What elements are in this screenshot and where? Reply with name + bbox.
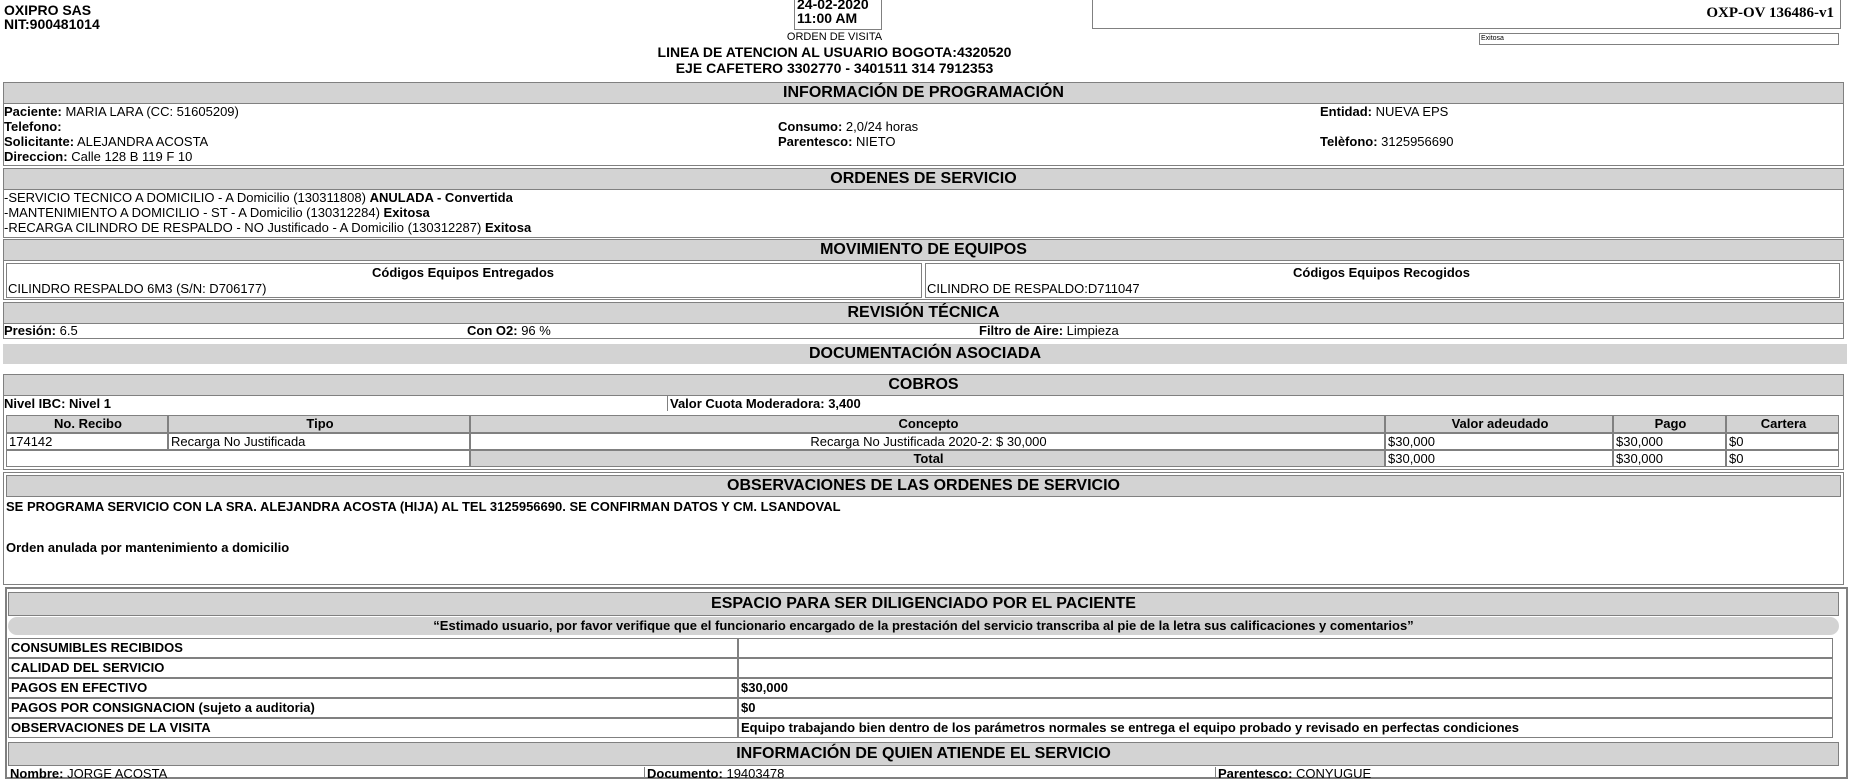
- entregados-title: Códigos Equipos Entregados: [371, 265, 554, 280]
- section-programacion-title: INFORMACIÓN DE PROGRAMACIÓN: [3, 82, 1844, 104]
- col-header-recibo: No. Recibo: [6, 415, 168, 433]
- table-cell-recibo: 174142: [6, 433, 168, 450]
- solicitante-row: [4, 134, 208, 149]
- atiende-documento-value: 19403478: [726, 766, 785, 781]
- total-label: Total: [470, 450, 1385, 467]
- orden-text: -MANTENIMIENTO A DOMICILIO - ST - A Domicilio (130312284): [4, 205, 380, 220]
- atiende-parentesco-value: CONYUGUE: [1296, 766, 1372, 781]
- cuota-moderadora: Valor Cuota Moderadora: 3,400: [670, 396, 861, 411]
- form-row-value: $0: [738, 698, 1833, 718]
- atiende-nombre-label: Nombre:: [10, 766, 64, 781]
- nivel-ibc: Nivel IBC: Nivel 1: [4, 396, 111, 411]
- table-cell-cartera: $0: [1726, 433, 1839, 450]
- entidad-value: NUEVA EPS: [1375, 104, 1449, 119]
- section-programacion: [3, 104, 1844, 166]
- table-cell-tipo: Recarga No Justificada: [168, 433, 470, 450]
- paciente-notice: “Estimado usuario, por favor verifique que el funcionario encargado de la prestación del servicio transcriba al pie de la letra sus calificaciones y comentarios”: [8, 617, 1839, 635]
- orden-item: [4, 190, 513, 205]
- entregados-value: CILINDRO RESPALDO 6M3 (S/N: D706177): [8, 281, 267, 296]
- orden-status: ANULADA - Convertida: [369, 190, 513, 205]
- parentesco-value: NIETO: [856, 134, 896, 149]
- status-small: Exitosa: [1481, 35, 1504, 42]
- parentesco-label: Parentesco:: [778, 134, 853, 149]
- cobros-divider: [667, 395, 668, 411]
- paciente-label: Paciente:: [4, 104, 62, 119]
- form-row-value: [738, 638, 1833, 658]
- visit-time: 11:00 AM: [797, 10, 858, 26]
- telefono-label: Telefono:: [4, 119, 62, 134]
- consumo-value: 2,0/24 horas: [845, 119, 919, 134]
- o2-value: 96 %: [521, 323, 551, 338]
- orden-status: Exitosa: [383, 205, 430, 220]
- form-row-label: PAGOS EN EFECTIVO: [8, 678, 738, 698]
- orden-status: Exitosa: [484, 220, 532, 235]
- consumo-label: Consumo:: [778, 119, 843, 134]
- atiende-nombre-row: [10, 766, 167, 781]
- observacion-line-1: SE PROGRAMA SERVICIO CON LA SRA. ALEJANDRA ACOSTA (HIJA) AL TEL 3125956690. SE CONFIRMAN DATOS Y CM. LSANDOVAL: [6, 499, 841, 514]
- atiende-divider-1: [644, 767, 645, 777]
- filtro-row: [979, 323, 1119, 338]
- paciente-value: MARIA LARA (CC: 51605209): [65, 104, 239, 119]
- atiende-nombre-value: JORGE ACOSTA: [67, 766, 168, 781]
- direccion-row: [4, 149, 192, 164]
- section-movimiento-title: MOVIMIENTO DE EQUIPOS: [3, 239, 1844, 261]
- attention-line-2: EJE CAFETERO 3302770 - 3401511 314 7912353: [675, 60, 994, 76]
- atiende-documento-label: Documento:: [647, 766, 723, 781]
- total-pago: $30,000: [1613, 450, 1726, 467]
- consumo-row: [778, 119, 918, 134]
- entidad-label: Entidad:: [1320, 104, 1372, 119]
- presion-row: [4, 323, 78, 338]
- o2-row: [467, 323, 551, 338]
- form-row-value: $30,000: [738, 678, 1833, 698]
- col-header-concepto: Concepto: [470, 415, 1385, 433]
- solicitante-value: ALEJANDRA ACOSTA: [76, 134, 209, 149]
- o2-label: Con O2:: [467, 323, 518, 338]
- form-row-label: CALIDAD DEL SERVICIO: [8, 658, 738, 678]
- entidad-row: [1320, 104, 1448, 119]
- section-observaciones-title: OBSERVACIONES DE LAS ORDENES DE SERVICIO: [6, 475, 1841, 497]
- document-code: OXP-OV 136486-v1: [1706, 5, 1834, 21]
- telefono2-value: 3125956690: [1381, 134, 1454, 149]
- table-cell-concepto: Recarga No Justificada 2020-2: $ 30,000: [470, 433, 1385, 450]
- total-valor: $30,000: [1385, 450, 1613, 467]
- visit-date: 24-02-2020: [797, 0, 869, 12]
- company-name: OXIPRO SAS: [4, 2, 92, 18]
- parentesco-row: [778, 134, 896, 149]
- solicitante-label: Solicitante:: [4, 134, 75, 149]
- col-header-tipo: Tipo: [168, 415, 470, 433]
- table-cell-valor: $30,000: [1385, 433, 1613, 450]
- recogidos-value: CILINDRO DE RESPALDO:D711047: [927, 281, 1140, 296]
- paciente-row: [4, 104, 239, 119]
- form-row-value: [738, 658, 1833, 678]
- orden-text: -RECARGA CILINDRO DE RESPALDO - NO Justificado - A Domicilio (130312287): [4, 220, 482, 235]
- telefono2-label: Telèfono:: [1320, 134, 1378, 149]
- company-nit: NIT:900481014: [4, 16, 100, 32]
- direccion-label: Direccion:: [4, 149, 68, 164]
- atiende-parentesco-row: [1218, 766, 1371, 781]
- presion-label: Presión:: [4, 323, 57, 338]
- telefono-row: [4, 119, 62, 134]
- form-row-label: CONSUMIBLES RECIBIDOS: [8, 638, 738, 658]
- total-empty-cell: [6, 450, 470, 467]
- form-row-label: OBSERVACIONES DE LA VISITA: [8, 718, 738, 738]
- orden-item: [4, 205, 430, 220]
- filtro-value: Limpieza: [1066, 323, 1119, 338]
- total-cartera: $0: [1726, 450, 1839, 467]
- table-cell-pago: $30,000: [1613, 433, 1726, 450]
- atiende-divider-2: [1215, 767, 1216, 777]
- status-small-box: [1479, 33, 1839, 45]
- form-row-label: PAGOS POR CONSIGNACION (sujeto a auditoria): [8, 698, 738, 718]
- presion-value: 6.5: [59, 323, 78, 338]
- atiende-parentesco-label: Parentesco:: [1218, 766, 1293, 781]
- col-header-cartera: Cartera: [1726, 415, 1839, 433]
- section-atiende-title: INFORMACIÓN DE QUIEN ATIENDE EL SERVICIO: [8, 742, 1839, 766]
- attention-line-1: LINEA DE ATENCION AL USUARIO BOGOTA:4320520: [657, 44, 1012, 60]
- section-cobros-title: COBROS: [3, 374, 1844, 396]
- filtro-label: Filtro de Aire:: [979, 323, 1064, 338]
- telefono2-row: [1320, 134, 1453, 149]
- section-ordenes-title: ORDENES DE SERVICIO: [3, 168, 1844, 190]
- section-revision-title: REVISIÓN TÉCNICA: [3, 302, 1844, 324]
- section-revision: [3, 323, 1844, 339]
- orden-item: [4, 220, 531, 235]
- atiende-documento-row: [647, 766, 784, 781]
- direccion-value: Calle 128 B 119 F 10: [71, 149, 193, 164]
- col-header-valor: Valor adeudado: [1385, 415, 1613, 433]
- observacion-line-2: Orden anulada por mantenimiento a domicilio: [6, 540, 290, 555]
- doc-type: ORDEN DE VISITA: [786, 31, 883, 43]
- col-header-pago: Pago: [1613, 415, 1726, 433]
- section-documentacion-title: DOCUMENTACIÓN ASOCIADA: [3, 344, 1847, 364]
- orden-text: -SERVICIO TECNICO A DOMICILIO - A Domicilio (130311808): [4, 190, 366, 205]
- recogidos-title: Códigos Equipos Recogidos: [1293, 265, 1470, 280]
- section-paciente-title: ESPACIO PARA SER DILIGENCIADO POR EL PACIENTE: [8, 592, 1839, 616]
- form-row-value: Equipo trabajando bien dentro de los parámetros normales se entrega el equipo probado y revisado en perfectas condiciones: [738, 718, 1833, 738]
